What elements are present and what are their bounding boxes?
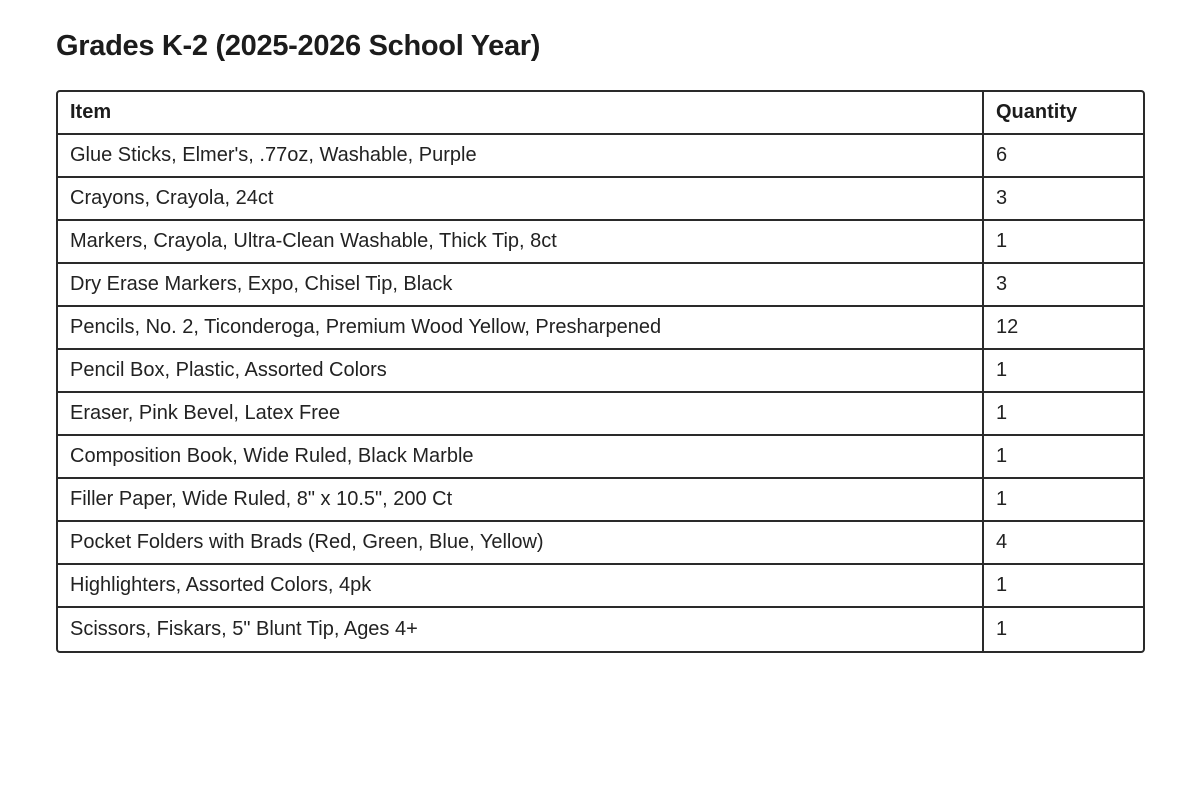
quantity-cell: 1	[984, 565, 1143, 608]
quantity-cell: 1	[984, 479, 1143, 522]
table-row	[58, 264, 1143, 307]
item-cell: Glue Sticks, Elmer's, .77oz, Washable, Purple	[58, 135, 984, 178]
supply-list-table	[56, 90, 1145, 653]
page-title: Grades K-2 (2025-2026 School Year)	[56, 30, 541, 62]
table-body	[58, 135, 1143, 651]
table-row	[58, 522, 1143, 565]
table-row	[58, 307, 1143, 350]
quantity-cell: 3	[984, 264, 1143, 307]
item-cell: Pencil Box, Plastic, Assorted Colors	[58, 350, 984, 393]
item-cell: Filler Paper, Wide Ruled, 8" x 10.5", 200 Ct	[58, 479, 984, 522]
quantity-cell: 3	[984, 178, 1143, 221]
quantity-cell: 4	[984, 522, 1143, 565]
item-cell: Markers, Crayola, Ultra-Clean Washable, Thick Tip, 8ct	[58, 221, 984, 264]
table-row	[58, 436, 1143, 479]
table-row	[58, 135, 1143, 178]
quantity-cell: 1	[996, 618, 1008, 640]
table-row	[58, 608, 1143, 651]
table-row	[58, 221, 1143, 264]
item-cell: Crayons, Crayola, 24ct	[58, 178, 984, 221]
quantity-cell: 1	[984, 350, 1143, 393]
table-row	[58, 393, 1143, 436]
item-cell: Pencils, No. 2, Ticonderoga, Premium Wood Yellow, Presharpened	[58, 307, 984, 350]
item-cell: Composition Book, Wide Ruled, Black Marble	[58, 436, 984, 479]
table-row	[58, 350, 1143, 393]
table-row	[58, 565, 1143, 608]
quantity-cell: 1	[984, 221, 1143, 264]
quantity-cell: 1	[984, 393, 1143, 436]
column-header-quantity: Quantity	[984, 92, 1143, 135]
item-cell: Pocket Folders with Brads (Red, Green, Blue, Yellow)	[58, 522, 984, 565]
table-header-row	[58, 92, 1143, 135]
item-cell: Eraser, Pink Bevel, Latex Free	[58, 393, 984, 436]
item-cell: Dry Erase Markers, Expo, Chisel Tip, Black	[58, 264, 984, 307]
quantity-cell: 12	[984, 307, 1143, 350]
table-row	[58, 178, 1143, 221]
item-cell: Scissors, Fiskars, 5" Blunt Tip, Ages 4+	[58, 608, 984, 651]
table-row	[58, 479, 1143, 522]
column-header-item: Item	[58, 92, 984, 135]
item-cell: Highlighters, Assorted Colors, 4pk	[58, 565, 984, 608]
quantity-cell: 6	[984, 135, 1143, 178]
quantity-cell: 1	[984, 436, 1143, 479]
